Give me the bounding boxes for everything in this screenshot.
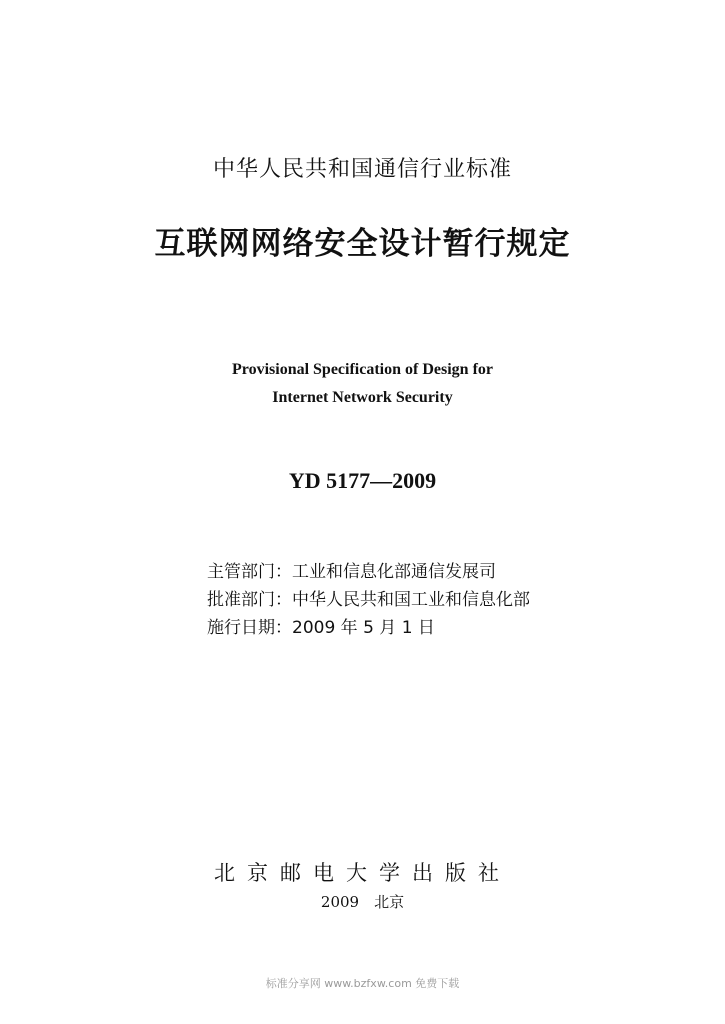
english-title-line-1: Provisional Specification of Design for [231,361,494,378]
document-title-english [0,356,725,412]
effective-date: 施行日期：2009 年 5 月 1 日 [207,618,435,638]
approval-department: 批准部门：中华人民共和国工业和信息化部 [207,590,530,610]
standard-category: 中华人民共和国通信行业标准 [212,157,512,182]
standard-info-block [207,558,530,642]
standard-number: YD 5177—2009 [288,468,437,493]
publication-year-city: 2009 北京 [320,893,405,911]
english-title-line-2: Internet Network Security [272,389,453,406]
competent-department: 主管部门：工业和信息化部通信发展司 [207,562,496,582]
document-title-chinese: 互联网网络安全设计暂行规定 [154,226,571,262]
publisher-name: 北京邮电大学出版社 [214,861,511,885]
watermark: 标准分享网 www.bzfxw.com 免费下载 [265,977,460,990]
